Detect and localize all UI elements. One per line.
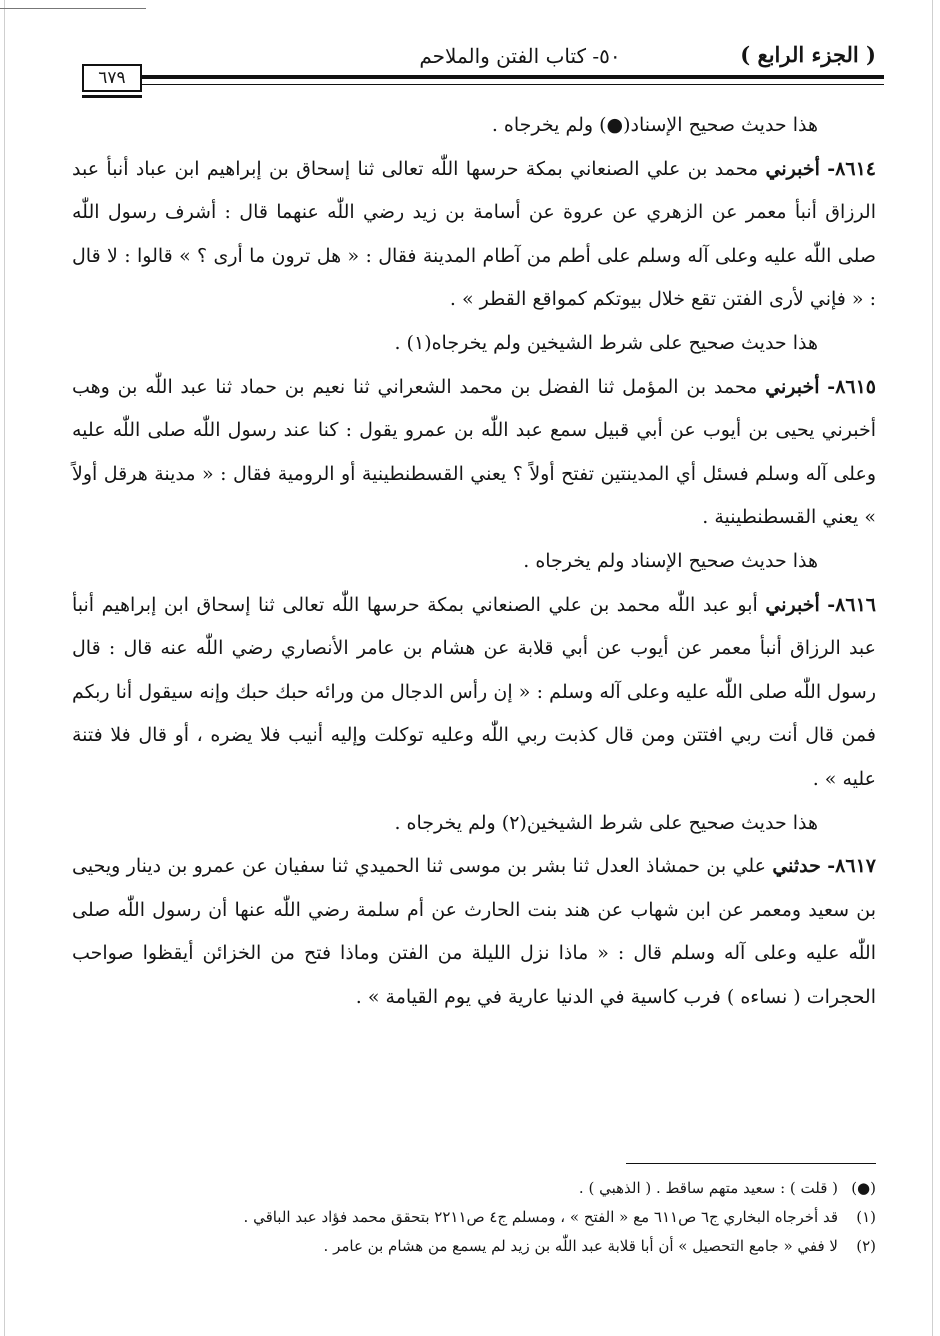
footnotes xyxy=(72,1174,876,1261)
footnote xyxy=(72,1232,876,1261)
footnote-mark: (●) xyxy=(851,1179,876,1197)
hadith-keyword: أخبرني xyxy=(765,157,820,180)
scan-edge-right xyxy=(932,0,933,1336)
paragraph-text: محمد بن علي الصنعاني بمكة حرسها اللّٰه تعالى ثنا إسحاق بن إبراهيم ابن عباد أنبأ عبد الرزاق أنبأ معمر عن الزهري عن عروة عن أسامة بن زيد رضي اللّٰه عنهما قال : أشرف رسول اللّٰه صلى اللّٰه عليه وعلى آله وسلم على أطم من آطام المدينة فقال : « هل ترون ما أرى ؟ » قالوا : لا قال : « فإني لأرى الفتن تقع خلال بيوتكم كمواقع القطر » . xyxy=(72,157,876,311)
paragraph-text: هذا حديث صحيح الإسناد ولم يخرجاه . xyxy=(523,549,818,572)
hadith-keyword: حدثني xyxy=(772,855,821,878)
paragraph-note xyxy=(72,802,876,846)
hadith-paragraph xyxy=(72,584,876,802)
footnote-text: ( قلت ) : سعيد متهم ساقط . ( الذهبي ) . xyxy=(578,1179,838,1197)
paragraph-note xyxy=(72,540,876,584)
hadith-paragraph xyxy=(72,148,876,322)
hadith-number: ٨٦١٤- xyxy=(827,157,876,180)
paragraph-text: أبو عبد اللّٰه محمد بن علي الصنعاني بمكة حرسها اللّٰه تعالى ثنا إسحاق ابن إبراهيم أنبأ عبد الرزاق أنبأ معمر عن أيوب عن أبي قلابة عن هشام بن عامر الأنصاري رضي اللّٰه عنه قال : قال رسول اللّٰه صلى اللّٰه عليه وعلى آله وسلم : « إن رأس الدجال من ورائه حبك حبك وإنه سيقول أنا ربكم فمن قال أنت ربي افتتن ومن قال كذبت ربي اللّٰه وعليه توكلت وإليه أنيب فلا يضره ، أو قال فلا فتنة عليه » . xyxy=(72,593,876,790)
hadith-keyword: أخبرني xyxy=(765,375,820,398)
paragraph-text: هذا حديث صحيح على شرط الشيخين(٢) ولم يخرجاه . xyxy=(394,811,818,834)
footnote-separator xyxy=(626,1163,876,1164)
hadith-keyword: أخبرني xyxy=(765,593,820,616)
main-text xyxy=(72,104,876,1019)
paragraph-text: محمد بن المؤمل ثنا الفضل بن محمد الشعراني ثنا نعيم بن حماد ثنا عبد اللّٰه بن وهب أخبرني يحيى بن أيوب عن أبي قبيل سمع عبد اللّٰه بن عمرو يقول : كنا عند رسول اللّٰه صلى اللّٰه عليه وعلى آله وسلم فسئل أي المدينتين تفتح أولاً ؟ يعني القسطنطينية أو الرومية فقال : « مدينة هرقل أولاً » يعني القسطنطينية . xyxy=(72,375,876,529)
running-header-part: ( الجزء الرابع ) xyxy=(740,42,876,67)
footnote xyxy=(72,1203,876,1232)
hadith-number: ٨٦١٦- xyxy=(827,593,876,616)
page-number: ٦٧٩ xyxy=(82,64,142,92)
hadith-paragraph xyxy=(72,845,876,1019)
hadith-number: ٨٦١٧- xyxy=(827,855,876,878)
paragraph-text: هذا حديث صحيح على شرط الشيخين ولم يخرجاه(١) . xyxy=(394,331,818,354)
paragraph-note xyxy=(72,322,876,366)
hadith-paragraph xyxy=(72,366,876,540)
header-rule-thick xyxy=(82,75,884,79)
footnote-mark: (١) xyxy=(856,1208,876,1226)
footnote xyxy=(72,1174,876,1203)
header-rule-thin xyxy=(142,84,884,85)
footnote-text: لا ففي « جامع التحصيل » أن أبا قلابة عبد اللّٰه بن زيد لم يسمع من هشام بن عامر . xyxy=(323,1237,838,1255)
footnote-mark: (٢) xyxy=(856,1237,876,1255)
paragraph-note xyxy=(72,104,876,148)
footnote-text: قد أخرجاه البخاري ج٦ ص٦١١ مع « الفتح » ، ومسلم ج٤ ص٢٢١١ بتحقق محمد فؤاد عبد الباقي . xyxy=(243,1208,838,1226)
top-scan-rule xyxy=(0,8,146,9)
paragraph-text: علي بن حمشاذ العدل ثنا بشر بن موسى ثنا الحميدي ثنا سفيان عن عمرو بن دينار ويحيى بن سعيد ومعمر عن ابن شهاب عن هند بنت الحارث عن أم سلمة رضي اللّٰه عنها أن رسول اللّٰه صلى اللّٰه عليه وعلى آله وسلم قال : « ماذا نزل الليلة من الفتن وماذا فتح من الخزائن أيقظوا صواحب الحجرات ( نساءه ) فرب كاسية في الدنيا عارية في يوم القيامة » . xyxy=(72,855,876,1008)
paragraph-text: هذا حديث صحيح الإسناد(●) ولم يخرجاه . xyxy=(491,114,818,136)
hadith-number: ٨٦١٥- xyxy=(827,375,877,398)
running-header-book: ٥٠- كتاب الفتن والملاحم xyxy=(419,44,621,68)
scan-edge-left xyxy=(4,0,5,1336)
